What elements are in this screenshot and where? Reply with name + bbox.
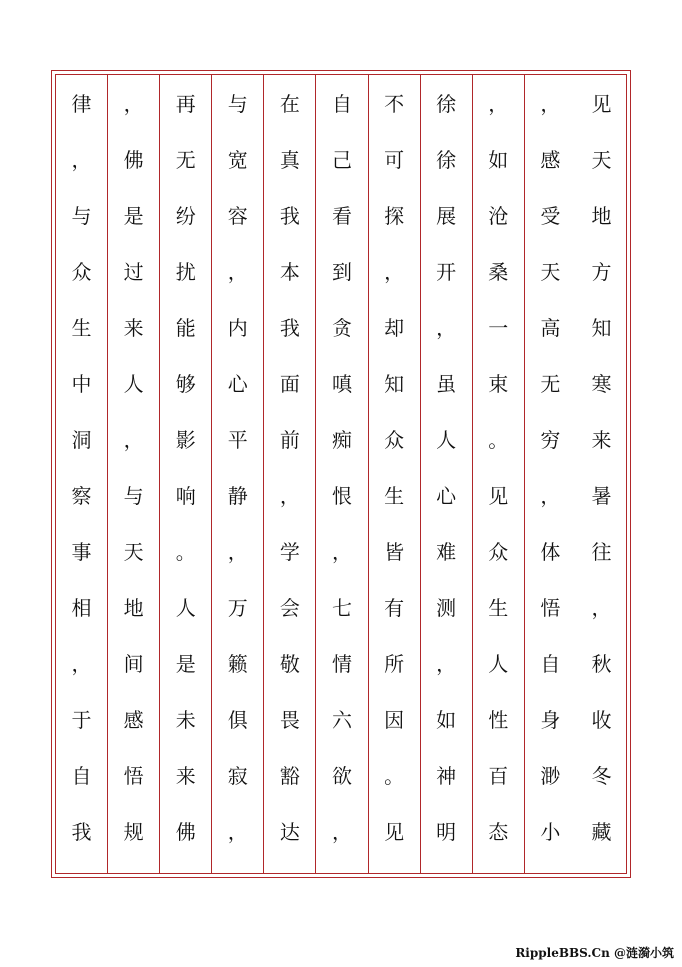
character-cell: 俱 — [227, 708, 248, 732]
character-cell: 间 — [123, 652, 144, 676]
character-cell: 心 — [227, 372, 248, 396]
character-cell: 豁 — [279, 764, 300, 788]
character-cell: ， — [71, 652, 92, 676]
character-cell: 人 — [436, 428, 457, 452]
text-column — [420, 74, 472, 874]
character-cell: 束 — [488, 372, 509, 396]
character-cell: 虽 — [436, 372, 457, 396]
character-cell: 情 — [331, 652, 352, 676]
character-cell: 我 — [279, 316, 300, 340]
character-cell: 扰 — [175, 260, 196, 284]
character-cell: 藏 — [591, 820, 612, 844]
character-cell: 佛 — [123, 148, 144, 172]
character-cell: 恨 — [331, 484, 352, 508]
character-cell: 可 — [384, 148, 405, 172]
character-cell: 看 — [331, 204, 352, 228]
character-cell: 相 — [71, 596, 92, 620]
character-cell: ， — [71, 148, 92, 172]
character-cell: 规 — [123, 820, 144, 844]
character-cell: 难 — [436, 540, 457, 564]
character-cell: 面 — [279, 372, 300, 396]
character-cell: 。 — [384, 764, 405, 788]
character-cell: 沧 — [488, 204, 509, 228]
character-cell: 天 — [123, 540, 144, 564]
character-cell: 畏 — [279, 708, 300, 732]
character-cell: 感 — [123, 708, 144, 732]
character-cell: 人 — [488, 652, 509, 676]
character-cell: ， — [436, 652, 457, 676]
character-cell: 己 — [331, 148, 352, 172]
character-cell: 悟 — [123, 764, 144, 788]
character-cell: 桑 — [488, 260, 509, 284]
character-cell: 静 — [227, 484, 248, 508]
character-cell: 内 — [227, 316, 248, 340]
character-cell: 平 — [227, 428, 248, 452]
text-column — [315, 74, 367, 874]
character-cell: 一 — [488, 316, 509, 340]
character-cell: 寒 — [591, 372, 612, 396]
character-cell: 地 — [123, 596, 144, 620]
character-cell: 见 — [384, 820, 405, 844]
character-cell: 来 — [175, 764, 196, 788]
character-cell: 见 — [488, 484, 509, 508]
character-cell: 律 — [71, 92, 92, 116]
character-cell: 众 — [71, 260, 92, 284]
character-cell: 受 — [540, 204, 561, 228]
character-cell: 自 — [331, 92, 352, 116]
character-cell: 众 — [384, 428, 405, 452]
character-cell: 展 — [436, 204, 457, 228]
character-cell: 达 — [279, 820, 300, 844]
character-cell: 秋 — [591, 652, 612, 676]
text-column — [55, 74, 107, 874]
character-cell: 神 — [436, 764, 457, 788]
character-cell: 再 — [175, 92, 196, 116]
character-cell: 体 — [540, 540, 561, 564]
character-cell: 与 — [71, 204, 92, 228]
character-cell: 人 — [123, 372, 144, 396]
character-cell: 未 — [175, 708, 196, 732]
character-cell: 探 — [384, 204, 405, 228]
character-cell: 生 — [488, 596, 509, 620]
character-cell: 徐 — [436, 148, 457, 172]
character-cell: 佛 — [175, 820, 196, 844]
text-column — [472, 74, 524, 874]
character-cell: 徐 — [436, 92, 457, 116]
character-cell: 往 — [591, 540, 612, 564]
character-cell: 。 — [175, 540, 196, 564]
character-cell: 纷 — [175, 204, 196, 228]
character-cell: 众 — [488, 540, 509, 564]
character-cell: 感 — [540, 148, 561, 172]
character-cell: 事 — [71, 540, 92, 564]
vertical-text-grid — [55, 74, 627, 874]
character-cell: 所 — [384, 652, 405, 676]
character-cell: 会 — [279, 596, 300, 620]
character-cell: 方 — [591, 260, 612, 284]
character-cell: 本 — [279, 260, 300, 284]
character-cell: 籁 — [227, 652, 248, 676]
character-cell: ， — [331, 820, 352, 844]
character-cell: 高 — [540, 316, 561, 340]
character-cell: ， — [591, 596, 612, 620]
watermark: RippleBBS.Cn @涟漪小筑 — [515, 946, 674, 960]
character-cell: 明 — [436, 820, 457, 844]
text-column — [524, 74, 576, 874]
character-cell: 。 — [488, 428, 509, 452]
character-cell: 贪 — [331, 316, 352, 340]
character-cell: 心 — [436, 484, 457, 508]
character-cell: ， — [227, 820, 248, 844]
character-cell: 地 — [591, 204, 612, 228]
character-cell: 来 — [591, 428, 612, 452]
character-cell: 我 — [71, 820, 92, 844]
character-cell: 却 — [384, 316, 405, 340]
character-cell: 与 — [227, 92, 248, 116]
character-cell: 无 — [540, 372, 561, 396]
character-cell: 如 — [488, 148, 509, 172]
character-cell: 暑 — [591, 484, 612, 508]
character-cell: 知 — [591, 316, 612, 340]
character-cell: 冬 — [591, 764, 612, 788]
character-cell: 欲 — [331, 764, 352, 788]
character-cell: 收 — [591, 708, 612, 732]
character-cell: ， — [123, 428, 144, 452]
character-cell: ， — [540, 484, 561, 508]
character-cell: 容 — [227, 204, 248, 228]
character-cell: 能 — [175, 316, 196, 340]
character-cell: 痴 — [331, 428, 352, 452]
character-cell: 如 — [436, 708, 457, 732]
character-cell: ， — [227, 540, 248, 564]
character-cell: 前 — [279, 428, 300, 452]
character-cell: 百 — [488, 764, 509, 788]
character-cell: ， — [227, 260, 248, 284]
character-cell: 渺 — [540, 764, 561, 788]
character-cell: 万 — [227, 596, 248, 620]
character-cell: 敬 — [279, 652, 300, 676]
character-cell: 六 — [331, 708, 352, 732]
character-cell: 因 — [384, 708, 405, 732]
character-cell: 察 — [71, 484, 92, 508]
character-cell: 七 — [331, 596, 352, 620]
character-cell: 真 — [279, 148, 300, 172]
character-cell: ， — [384, 260, 405, 284]
character-cell: 影 — [175, 428, 196, 452]
character-cell: 皆 — [384, 540, 405, 564]
character-cell: 人 — [175, 596, 196, 620]
character-cell: 小 — [540, 820, 561, 844]
text-column — [211, 74, 263, 874]
character-cell: 不 — [384, 92, 405, 116]
character-cell: 自 — [71, 764, 92, 788]
character-cell: 天 — [591, 148, 612, 172]
character-cell: 与 — [123, 484, 144, 508]
character-cell: 生 — [71, 316, 92, 340]
character-cell: 自 — [540, 652, 561, 676]
character-cell: 嗔 — [331, 372, 352, 396]
character-cell: 响 — [175, 484, 196, 508]
text-column — [368, 74, 420, 874]
character-cell: 寂 — [227, 764, 248, 788]
character-cell: ， — [540, 92, 561, 116]
character-cell: 测 — [436, 596, 457, 620]
character-cell: 生 — [384, 484, 405, 508]
character-cell: 够 — [175, 372, 196, 396]
character-cell: 于 — [71, 708, 92, 732]
character-cell: 洞 — [71, 428, 92, 452]
character-cell: 是 — [175, 652, 196, 676]
character-cell: 性 — [488, 708, 509, 732]
character-cell: 我 — [279, 204, 300, 228]
character-cell: ， — [123, 92, 144, 116]
character-cell: 在 — [279, 92, 300, 116]
character-cell: 无 — [175, 148, 196, 172]
character-cell: 宽 — [227, 148, 248, 172]
character-cell: 开 — [436, 260, 457, 284]
text-column — [263, 74, 315, 874]
character-cell: 悟 — [540, 596, 561, 620]
character-cell: 是 — [123, 204, 144, 228]
character-cell: ， — [331, 540, 352, 564]
character-cell: ， — [488, 92, 509, 116]
character-cell: 有 — [384, 596, 405, 620]
character-cell: 过 — [123, 260, 144, 284]
text-column — [576, 74, 627, 874]
character-cell: 学 — [279, 540, 300, 564]
character-cell: ， — [436, 316, 457, 340]
character-cell: 到 — [331, 260, 352, 284]
character-cell: 穷 — [540, 428, 561, 452]
character-cell: 态 — [488, 820, 509, 844]
character-cell: 见 — [591, 92, 612, 116]
character-cell: 身 — [540, 708, 561, 732]
text-column — [159, 74, 211, 874]
character-cell: 天 — [540, 260, 561, 284]
text-column — [107, 74, 159, 874]
character-cell: 来 — [123, 316, 144, 340]
character-cell: ， — [279, 484, 300, 508]
character-cell: 中 — [71, 372, 92, 396]
character-cell: 知 — [384, 372, 405, 396]
